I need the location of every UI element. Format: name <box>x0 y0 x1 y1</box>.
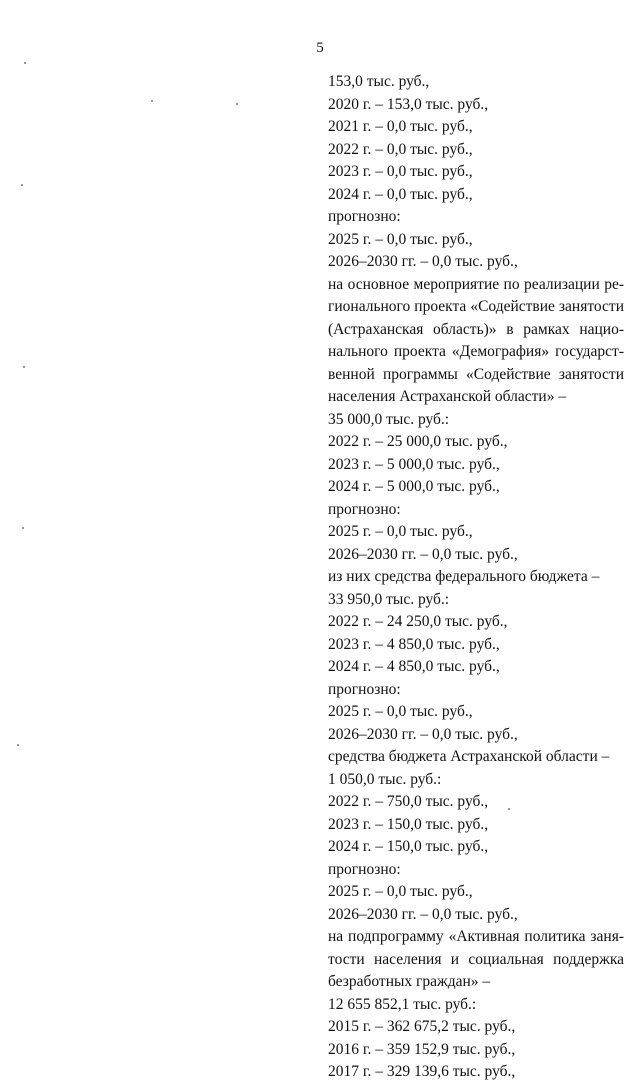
scan-speck <box>236 103 238 105</box>
text-line: 35 000,0 тыс. руб.: <box>328 410 450 428</box>
text-line: прогнозно: <box>328 680 401 698</box>
text-line: 12 655 852,1 тыс. руб.: <box>328 995 477 1013</box>
text-line: 2015 г. – 362 675,2 тыс. руб., <box>328 1018 516 1035</box>
text-line: тости населения и социальная поддержка <box>328 950 624 968</box>
text-line: 2023 г. – 0,0 тыс. руб., <box>328 163 473 180</box>
text-line: (Астраханская область)» в рамках нацио- <box>328 320 624 338</box>
text-line: прогнозно: <box>328 860 401 878</box>
text-line: 2017 г. – 329 139,6 тыс. руб., <box>328 1063 516 1080</box>
text-line: 2026–2030 гг. – 0,0 тыс. руб., <box>328 253 518 270</box>
scan-speck <box>21 184 23 186</box>
text-line: 2023 г. – 150,0 тыс. руб., <box>328 815 489 833</box>
text-line: гионального проекта «Содействие занятости <box>328 298 624 315</box>
scan-speck <box>508 808 510 810</box>
text-line: нального проекта «Демография» государст- <box>328 343 624 360</box>
text-line: 2022 г. – 25 000,0 тыс. руб., <box>328 433 508 450</box>
text-line: 2020 г. – 153,0 тыс. руб., <box>328 95 489 113</box>
text-line: 33 950,0 тыс. руб.: <box>328 590 450 608</box>
text-line: 2022 г. – 750,0 тыс. руб., <box>328 793 489 810</box>
page-number: 5 <box>316 40 324 56</box>
text-line: 2025 г. – 0,0 тыс. руб., <box>328 523 473 540</box>
text-line: 153,0 тыс. руб., <box>328 73 430 90</box>
scan-speck <box>23 366 25 368</box>
text-line: 2016 г. – 359 152,9 тыс. руб., <box>328 1040 516 1058</box>
text-line: 2022 г. – 0,0 тыс. руб., <box>328 140 473 158</box>
text-line: 2022 г. – 24 250,0 тыс. руб., <box>328 613 508 630</box>
text-line: 2025 г. – 0,0 тыс. руб., <box>328 883 473 900</box>
text-line: 2023 г. – 4 850,0 тыс. руб., <box>328 635 500 653</box>
text-line: 2025 г. – 0,0 тыс. руб., <box>328 703 473 720</box>
text-line: венной программы «Содействие занятости <box>328 365 624 383</box>
text-line: 2026–2030 гг. – 0,0 тыс. руб., <box>328 905 518 923</box>
text-line: 2026–2030 гг. – 0,0 тыс. руб., <box>328 545 518 563</box>
text-line: 2024 г. – 4 850,0 тыс. руб., <box>328 658 500 675</box>
text-line: прогнозно: <box>328 500 401 518</box>
text-line: на основное мероприятие по реализации ре- <box>328 275 624 293</box>
text-line: 2023 г. – 5 000,0 тыс. руб., <box>328 455 500 473</box>
scan-speck <box>151 100 153 102</box>
text-line: 1 050,0 тыс. руб.: <box>328 770 442 788</box>
scan-speck <box>24 62 26 64</box>
text-line: 2021 г. – 0,0 тыс. руб., <box>328 118 473 135</box>
text-line: 2026–2030 гг. – 0,0 тыс. руб., <box>328 725 518 743</box>
text-line: 2024 г. – 5 000,0 тыс. руб., <box>328 478 500 495</box>
text-line: прогнозно: <box>328 208 401 225</box>
text-line: безработных граждан» – <box>328 973 491 990</box>
text-line: на подпрограмму «Активная политика заня- <box>328 928 624 945</box>
scan-speck <box>17 744 19 746</box>
text-column <box>328 71 624 1084</box>
text-line: 2024 г. – 0,0 тыс. руб., <box>328 185 473 203</box>
scan-speck <box>22 527 24 529</box>
text-line: средства бюджета Астраханской области – <box>328 748 610 765</box>
text-line: населения Астраханской области» – <box>328 388 567 405</box>
text-line: 2024 г. – 150,0 тыс. руб., <box>328 838 489 855</box>
text-line: из них средства федерального бюджета – <box>328 568 600 585</box>
text-line: 2025 г. – 0,0 тыс. руб., <box>328 230 473 248</box>
